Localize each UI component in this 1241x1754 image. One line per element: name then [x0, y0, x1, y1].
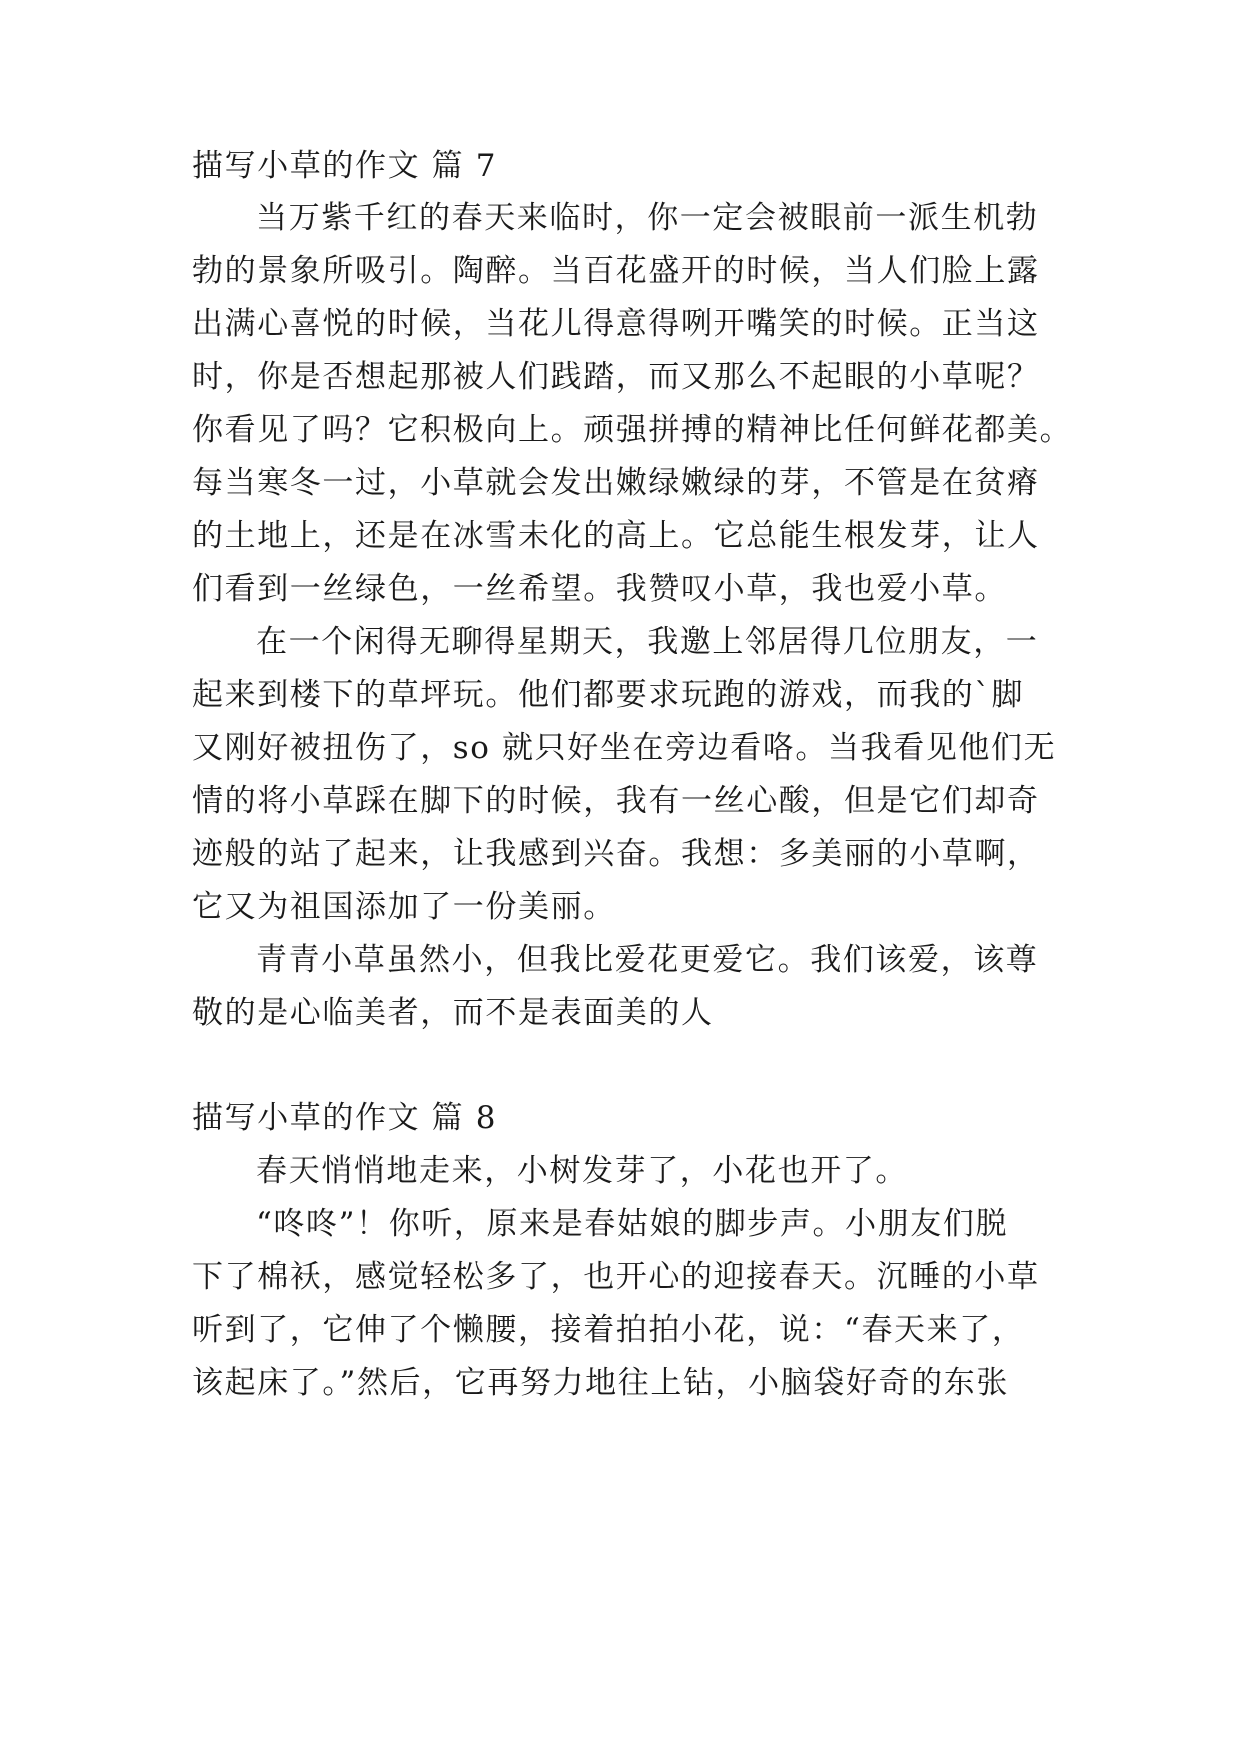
- paragraph-line: 出满心喜悦的时候，当花儿得意得咧开嘴笑的时候。正当这: [192, 306, 1040, 342]
- paragraph-line: 你看见了吗？它积极向上。顽强拼搏的精神比任何鲜花都美。: [192, 412, 1073, 448]
- paragraph-line: 它又为祖国添加了一份美丽。: [192, 889, 616, 925]
- paragraph-line: 勃的景象所吸引。陶醉。当百花盛开的时候，当人们脸上露: [192, 253, 1040, 289]
- paragraph-line: 该起床了。”然后，它再努力地往上钻，小脑袋好奇的东张: [192, 1365, 1009, 1401]
- paragraph-line: “咚咚”！你听，原来是春姑娘的脚步声。小朋友们脱: [256, 1206, 1009, 1242]
- paragraph-line: 敬的是心临美者，而不是表面美的人: [192, 995, 714, 1031]
- paragraph-line: 下了棉袄，感觉轻松多了，也开心的迎接春天。沉睡的小草: [192, 1259, 1040, 1295]
- paragraph-line: 在一个闲得无聊得星期天，我邀上邻居得几位朋友，一: [256, 624, 1039, 660]
- paragraph-line: 情的将小草踩在脚下的时候，我有一丝心酸，但是它们却奇: [192, 783, 1040, 819]
- paragraph-line: 又刚好被扭伤了，so 就只好坐在旁边看咯。当我看见他们无: [192, 730, 1057, 766]
- paragraph-line: 听到了，它伸了个懒腰，接着拍拍小花，说：“春天来了，: [192, 1312, 1025, 1348]
- paragraph-line: 每当寒冬一过，小草就会发出嫩绿嫩绿的芽，不管是在贫瘠: [192, 465, 1040, 501]
- paragraph-line: 春天悄悄地走来，小树发芽了，小花也开了。: [256, 1153, 908, 1189]
- paragraph-line: 迹般的站了起来，让我感到兴奋。我想：多美丽的小草啊，: [192, 836, 1040, 872]
- paragraph-line: 青青小草虽然小，但我比爱花更爱它。我们该爱，该尊: [256, 942, 1039, 978]
- paragraph-line: 的土地上，还是在冰雪未化的高上。它总能生根发芽，让人: [192, 518, 1040, 554]
- paragraph-line: 当万紫千红的春天来临时，你一定会被眼前一派生机勃: [256, 200, 1039, 236]
- section-heading: 描写小草的作文 篇 7: [192, 148, 498, 184]
- paragraph-line: 们看到一丝绿色，一丝希望。我赞叹小草，我也爱小草。: [192, 571, 1007, 607]
- paragraph-line: 起来到楼下的草坪玩。他们都要求玩跑的游戏，而我的`脚: [192, 677, 1025, 713]
- section-heading: 描写小草的作文 篇 8: [192, 1100, 498, 1136]
- paragraph-line: 时，你是否想起那被人们践踏，而又那么不起眼的小草呢？: [192, 359, 1040, 395]
